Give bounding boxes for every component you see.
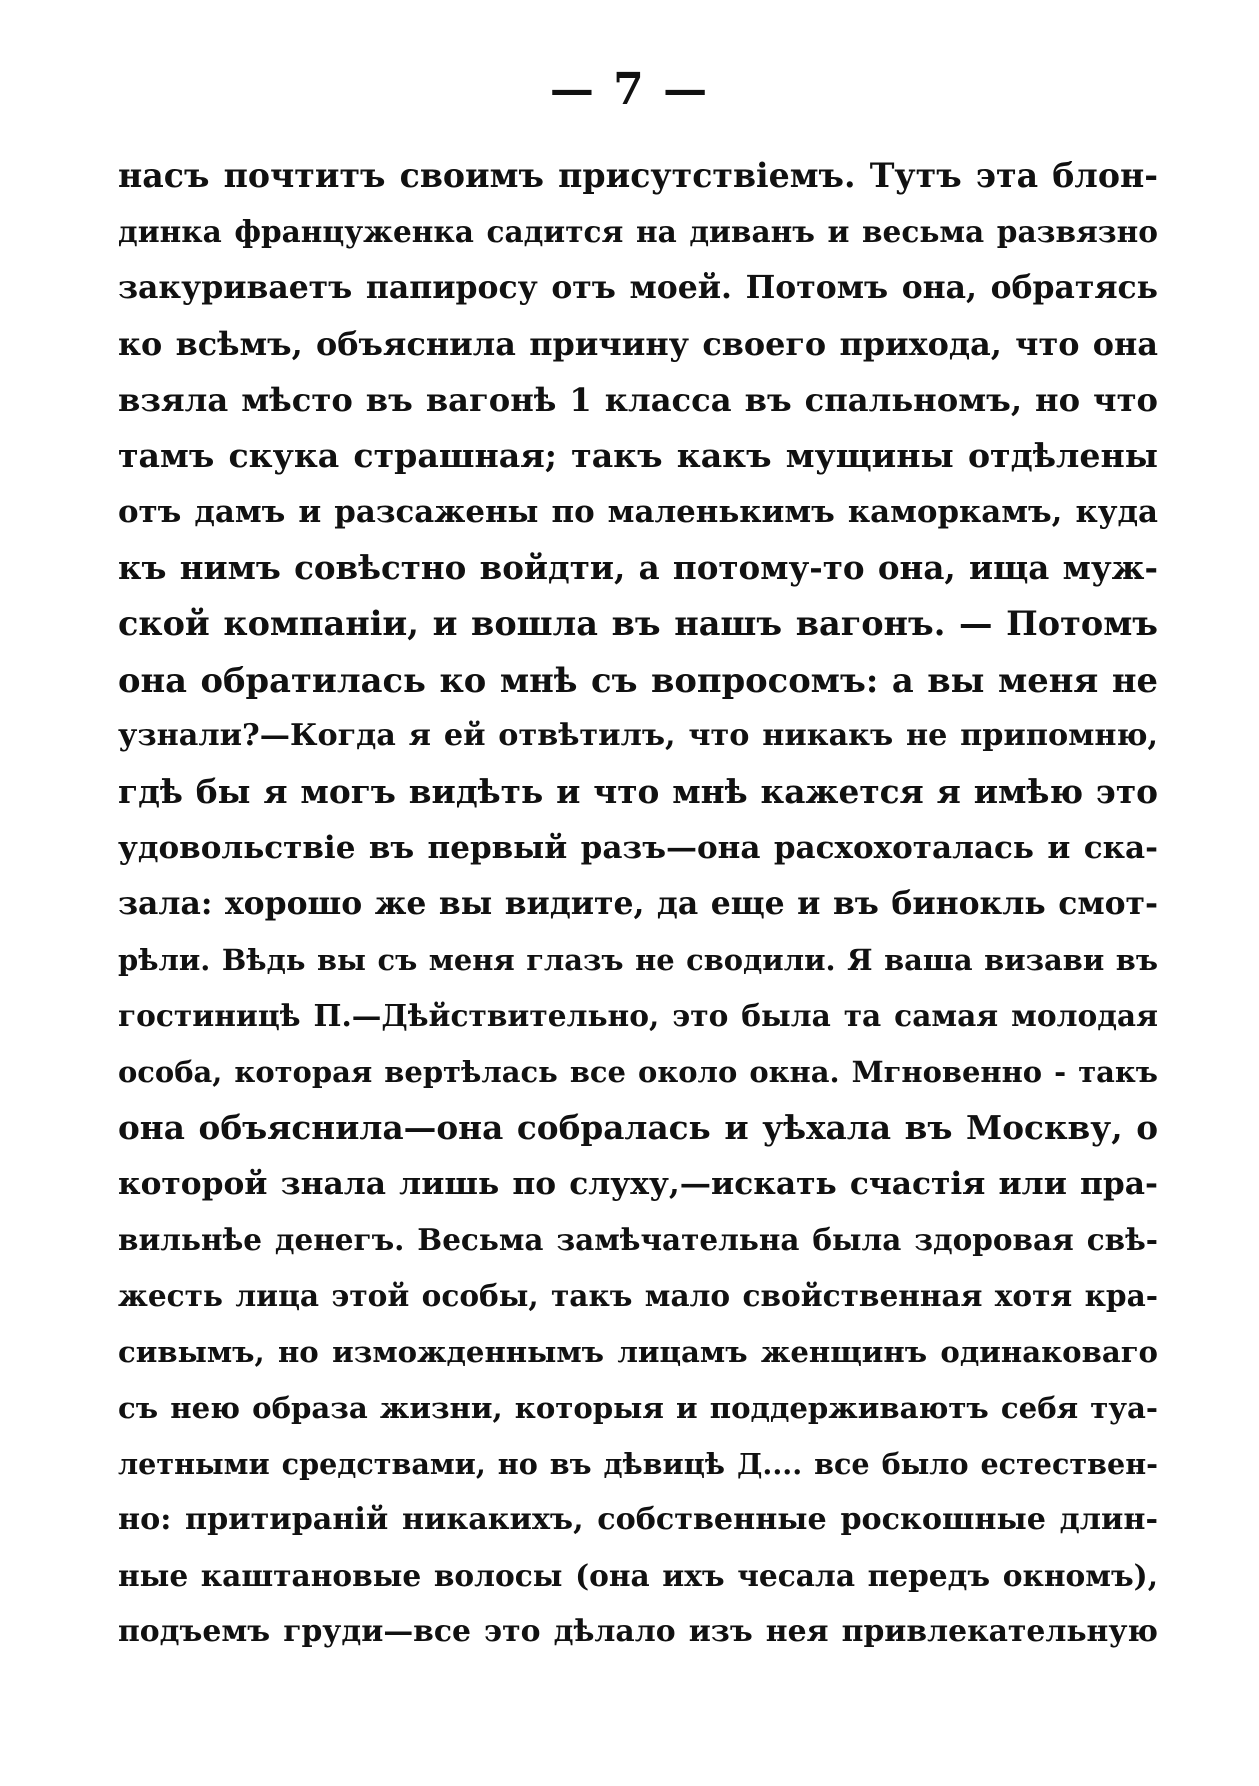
text-line: летными средствами, но въ дѣвицѣ Д.... все было естествен-	[118, 1447, 1158, 1481]
text-line: гостиницѣ П.—Дѣйствительно, это была та самая молодая	[118, 998, 1158, 1033]
text-line: отъ дамъ и разсажены по маленькимъ каморкамъ, куда	[118, 494, 1158, 530]
text-line: но: притираній никакихъ, собственные роскошные длин-	[118, 1502, 1158, 1537]
text-line: она объяснила—она собралась и уѣхала въ Москву, о	[118, 1108, 1158, 1147]
text-line: съ нею образа жизни, которыя и поддерживаютъ себя туа-	[118, 1391, 1158, 1425]
text-line: ные каштановые волосы (она ихъ чесала передъ окномъ),	[118, 1558, 1158, 1593]
text-line: взяла мѣсто въ вагонѣ 1 класса въ спальномъ, но что	[118, 381, 1158, 419]
text-line: къ нимъ совѣстно войдти, а потому-то она, ища муж-	[118, 548, 1158, 587]
text-line: сивымъ, но изможденнымъ лицамъ женщинъ одинаковаго	[118, 1335, 1158, 1369]
body-text	[118, 148, 1158, 1660]
text-line: которой знала лишь по слуху,—искать счастія или пра-	[118, 1166, 1158, 1202]
page-number: — 7 —	[549, 64, 710, 115]
text-line: особа, которая вертѣлась все около окна. Мгновенно - такъ	[118, 1055, 1158, 1089]
text-line: зала: хорошо же вы видите, да еще и въ бинокль смот-	[118, 886, 1158, 922]
text-line: динка француженка садится на диванъ и весьма развязно	[118, 214, 1158, 249]
text-line: ской компаніи, и вошла въ нашъ вагонъ. — Потомъ	[118, 604, 1158, 643]
text-line: узнали?—Когда я ей отвѣтилъ, что никакъ не припомню,	[118, 718, 1158, 753]
text-line: вильнѣе денегъ. Весьма замѣчательна была здоровая свѣ-	[118, 1222, 1158, 1257]
text-line: подъемъ груди—все это дѣлало изъ нея привлекательную	[118, 1614, 1158, 1649]
text-line: рѣли. Вѣдь вы съ меня глазъ не сводили. Я ваша визави въ	[118, 943, 1158, 977]
text-line: тамъ скука страшная; такъ какъ мущины отдѣлены	[118, 436, 1158, 475]
text-line: жесть лица этой особы, такъ мало свойственная хотя кра-	[118, 1278, 1158, 1313]
text-line: гдѣ бы я могъ видѣть и что мнѣ кажется я имѣю это	[118, 772, 1158, 811]
text-line: насъ почтитъ своимъ присутствіемъ. Тутъ эта блон-	[118, 156, 1158, 195]
text-line: закуриваетъ папиросу отъ моей. Потомъ она, обратясь	[118, 269, 1158, 306]
text-line: ко всѣмъ, объяснила причину своего прихода, что она	[118, 325, 1158, 363]
text-line: удовольствіе въ первый разъ—она расхохоталась и ска-	[118, 830, 1158, 866]
text-line: она обратилась ко мнѣ съ вопросомъ: а вы меня не	[118, 660, 1158, 700]
